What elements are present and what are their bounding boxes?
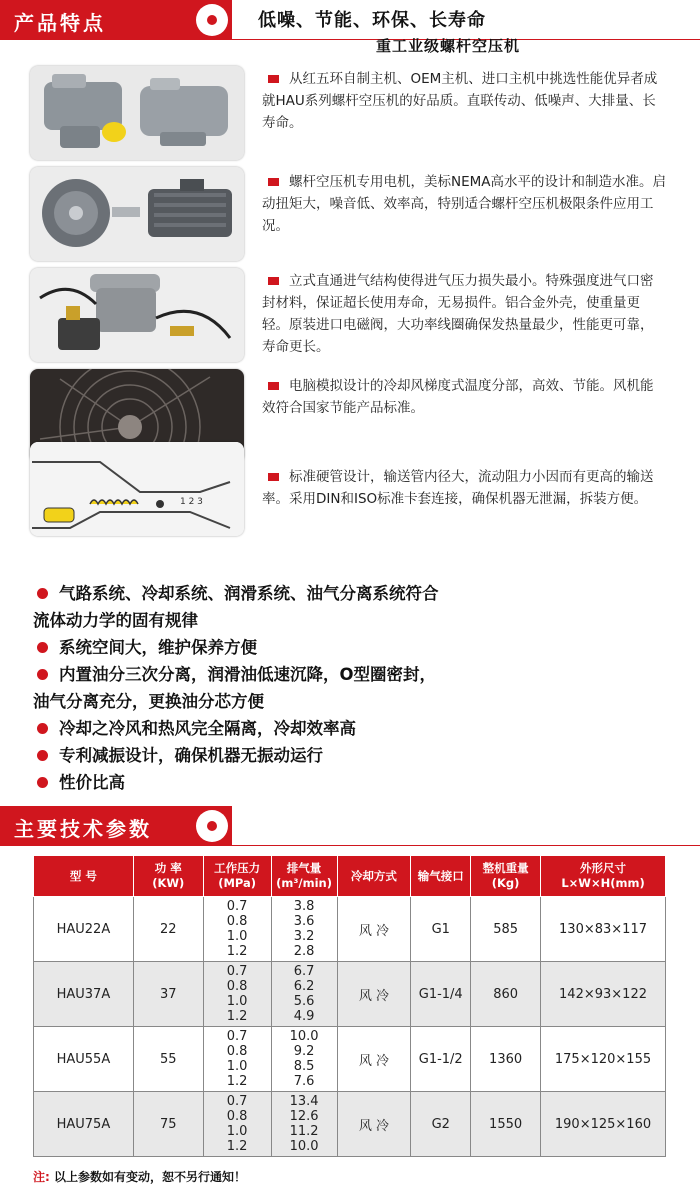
feature-paragraph: 从红五环自制主机、OEM主机、进口主机中挑选性能优异者成就HAU系列螺杆空压机的好品质。直联传动、低噪声、大排量、长寿命。 (262, 71, 658, 131)
dot-bullet-icon (37, 669, 48, 680)
square-bullet-icon (268, 75, 279, 83)
model-cell: HAU22A (34, 897, 134, 962)
column-header: 工作压力 (MPa) (203, 856, 271, 897)
list-item: 专利减振设计，确保机器无振动运行 (33, 742, 653, 769)
table-header-row (34, 856, 666, 897)
port-cell: G1-1/2 (411, 1027, 471, 1092)
square-bullet-icon (268, 178, 279, 186)
footnote-text: 以上参数如有变动，恕不另行通知！ (54, 1170, 247, 1184)
divider (232, 845, 700, 846)
cooling-cell: 风 冷 (337, 1092, 411, 1157)
slogan: 低噪、节能、环保、长寿命 (258, 10, 486, 31)
port-cell: G1 (411, 897, 471, 962)
size-cell: 142×93×122 (541, 962, 666, 1027)
dot-bullet-icon (37, 588, 48, 599)
port-cell: G2 (411, 1092, 471, 1157)
weight-cell: 585 (471, 897, 541, 962)
model-cell: HAU55A (34, 1027, 134, 1092)
square-bullet-icon (268, 473, 279, 481)
list-item-continuation: 油气分离充分，更换油分芯方便 (33, 692, 264, 711)
cooling-cell: 风 冷 (337, 897, 411, 962)
dot-bullet-icon (37, 777, 48, 788)
power-cell: 37 (133, 962, 203, 1027)
list-item: 气路系统、冷却系统、润滑系统、油气分离系统符合 (33, 580, 653, 607)
footnote (33, 1168, 246, 1185)
model-cell: HAU37A (34, 962, 134, 1027)
section-title: 产品特点 (14, 11, 106, 35)
pressure-cell: 0.7 0.8 1.0 1.2 (203, 1027, 271, 1092)
pressure-cell: 0.7 0.8 1.0 1.2 (203, 1092, 271, 1157)
port-cell: G1-1/4 (411, 962, 471, 1027)
list-item: 冷却之冷风和热风完全隔离，冷却效率高 (33, 715, 653, 742)
pressure-cell: 0.7 0.8 1.0 1.2 (203, 897, 271, 962)
list-item-continuation: 流体动力学的固有规律 (33, 611, 198, 630)
feature-bullet-list (33, 580, 653, 796)
screw-airend-photo (30, 66, 244, 160)
flow-cell: 10.0 9.2 8.5 7.6 (271, 1027, 337, 1092)
power-cell: 75 (133, 1092, 203, 1157)
flower-icon (196, 4, 228, 36)
list-item: 系统空间大，维护保养方便 (33, 634, 653, 661)
section-title: 主要技术参数 (14, 817, 152, 841)
size-cell: 190×125×160 (541, 1092, 666, 1157)
weight-cell: 860 (471, 962, 541, 1027)
flower-icon (196, 810, 228, 842)
power-cell: 55 (133, 1027, 203, 1092)
column-header: 冷却方式 (337, 856, 411, 897)
column-header: 型 号 (34, 856, 134, 897)
intake-valve-photo (30, 268, 244, 362)
spec-table (33, 855, 666, 1157)
feature-paragraph: 立式直通进气结构使得进气压力损失最小。特殊强度进气口密封材料，保证超长使用寿命，无易损件。铝合金外壳，使重量更轻。原装进口电磁阀，大功率线圈确保发热量最少，性能更可靠，寿命更长。 (262, 273, 654, 355)
subtitle: 重工业级螺杆空压机 (376, 37, 521, 55)
dot-bullet-icon (37, 642, 48, 653)
size-cell: 175×120×155 (541, 1027, 666, 1092)
table-row (34, 1092, 666, 1157)
footnote-label: 注: (33, 1170, 50, 1184)
svg-text:1 2 3: 1 2 3 (180, 497, 203, 507)
section-banner-features (0, 0, 232, 40)
table-row (34, 962, 666, 1027)
size-cell: 130×83×117 (541, 897, 666, 962)
column-header: 整机重量 (Kg) (471, 856, 541, 897)
column-header: 功 率 (KW) (133, 856, 203, 897)
dot-bullet-icon (37, 750, 48, 761)
cooling-cell: 风 冷 (337, 962, 411, 1027)
power-cell: 22 (133, 897, 203, 962)
model-cell: HAU75A (34, 1092, 134, 1157)
motor-photo (30, 167, 244, 261)
list-item: 内置油分三次分离，润滑油低速沉降，O型圈密封， (33, 661, 653, 688)
feature-paragraph: 电脑模拟设计的冷却风梯度式温度分部，高效、节能。风机能效符合国家节能产品标准。 (262, 378, 654, 416)
feature-paragraph: 标准硬管设计，输送管内径大，流动阻力小因而有更高的输送率。采用DIN和ISO标准卡套连接，确保机器无泄漏，拆装方便。 (262, 469, 654, 507)
column-header: 输气接口 (411, 856, 471, 897)
weight-cell: 1550 (471, 1092, 541, 1157)
list-item: 性价比高 (33, 769, 653, 796)
pipe-fitting-diagram (30, 442, 244, 536)
weight-cell: 1360 (471, 1027, 541, 1092)
square-bullet-icon (268, 382, 279, 390)
table-row (34, 1027, 666, 1092)
column-header: 排气量 (m³/min) (271, 856, 337, 897)
flow-cell: 13.4 12.6 11.2 10.0 (271, 1092, 337, 1157)
pressure-cell: 0.7 0.8 1.0 1.2 (203, 962, 271, 1027)
square-bullet-icon (268, 277, 279, 285)
table-row (34, 897, 666, 962)
section-banner-specs (0, 806, 232, 846)
column-header: 外形尺寸 L×W×H(mm) (541, 856, 666, 897)
feature-paragraph: 螺杆空压机专用电机，美标NEMA高水平的设计和制造水准。启动扭矩大，噪音低、效率高，特别适合螺杆空压机极限条件应用工况。 (262, 174, 667, 234)
cooling-cell: 风 冷 (337, 1027, 411, 1092)
flow-cell: 3.8 3.6 3.2 2.8 (271, 897, 337, 962)
dot-bullet-icon (37, 723, 48, 734)
flow-cell: 6.7 6.2 5.6 4.9 (271, 962, 337, 1027)
